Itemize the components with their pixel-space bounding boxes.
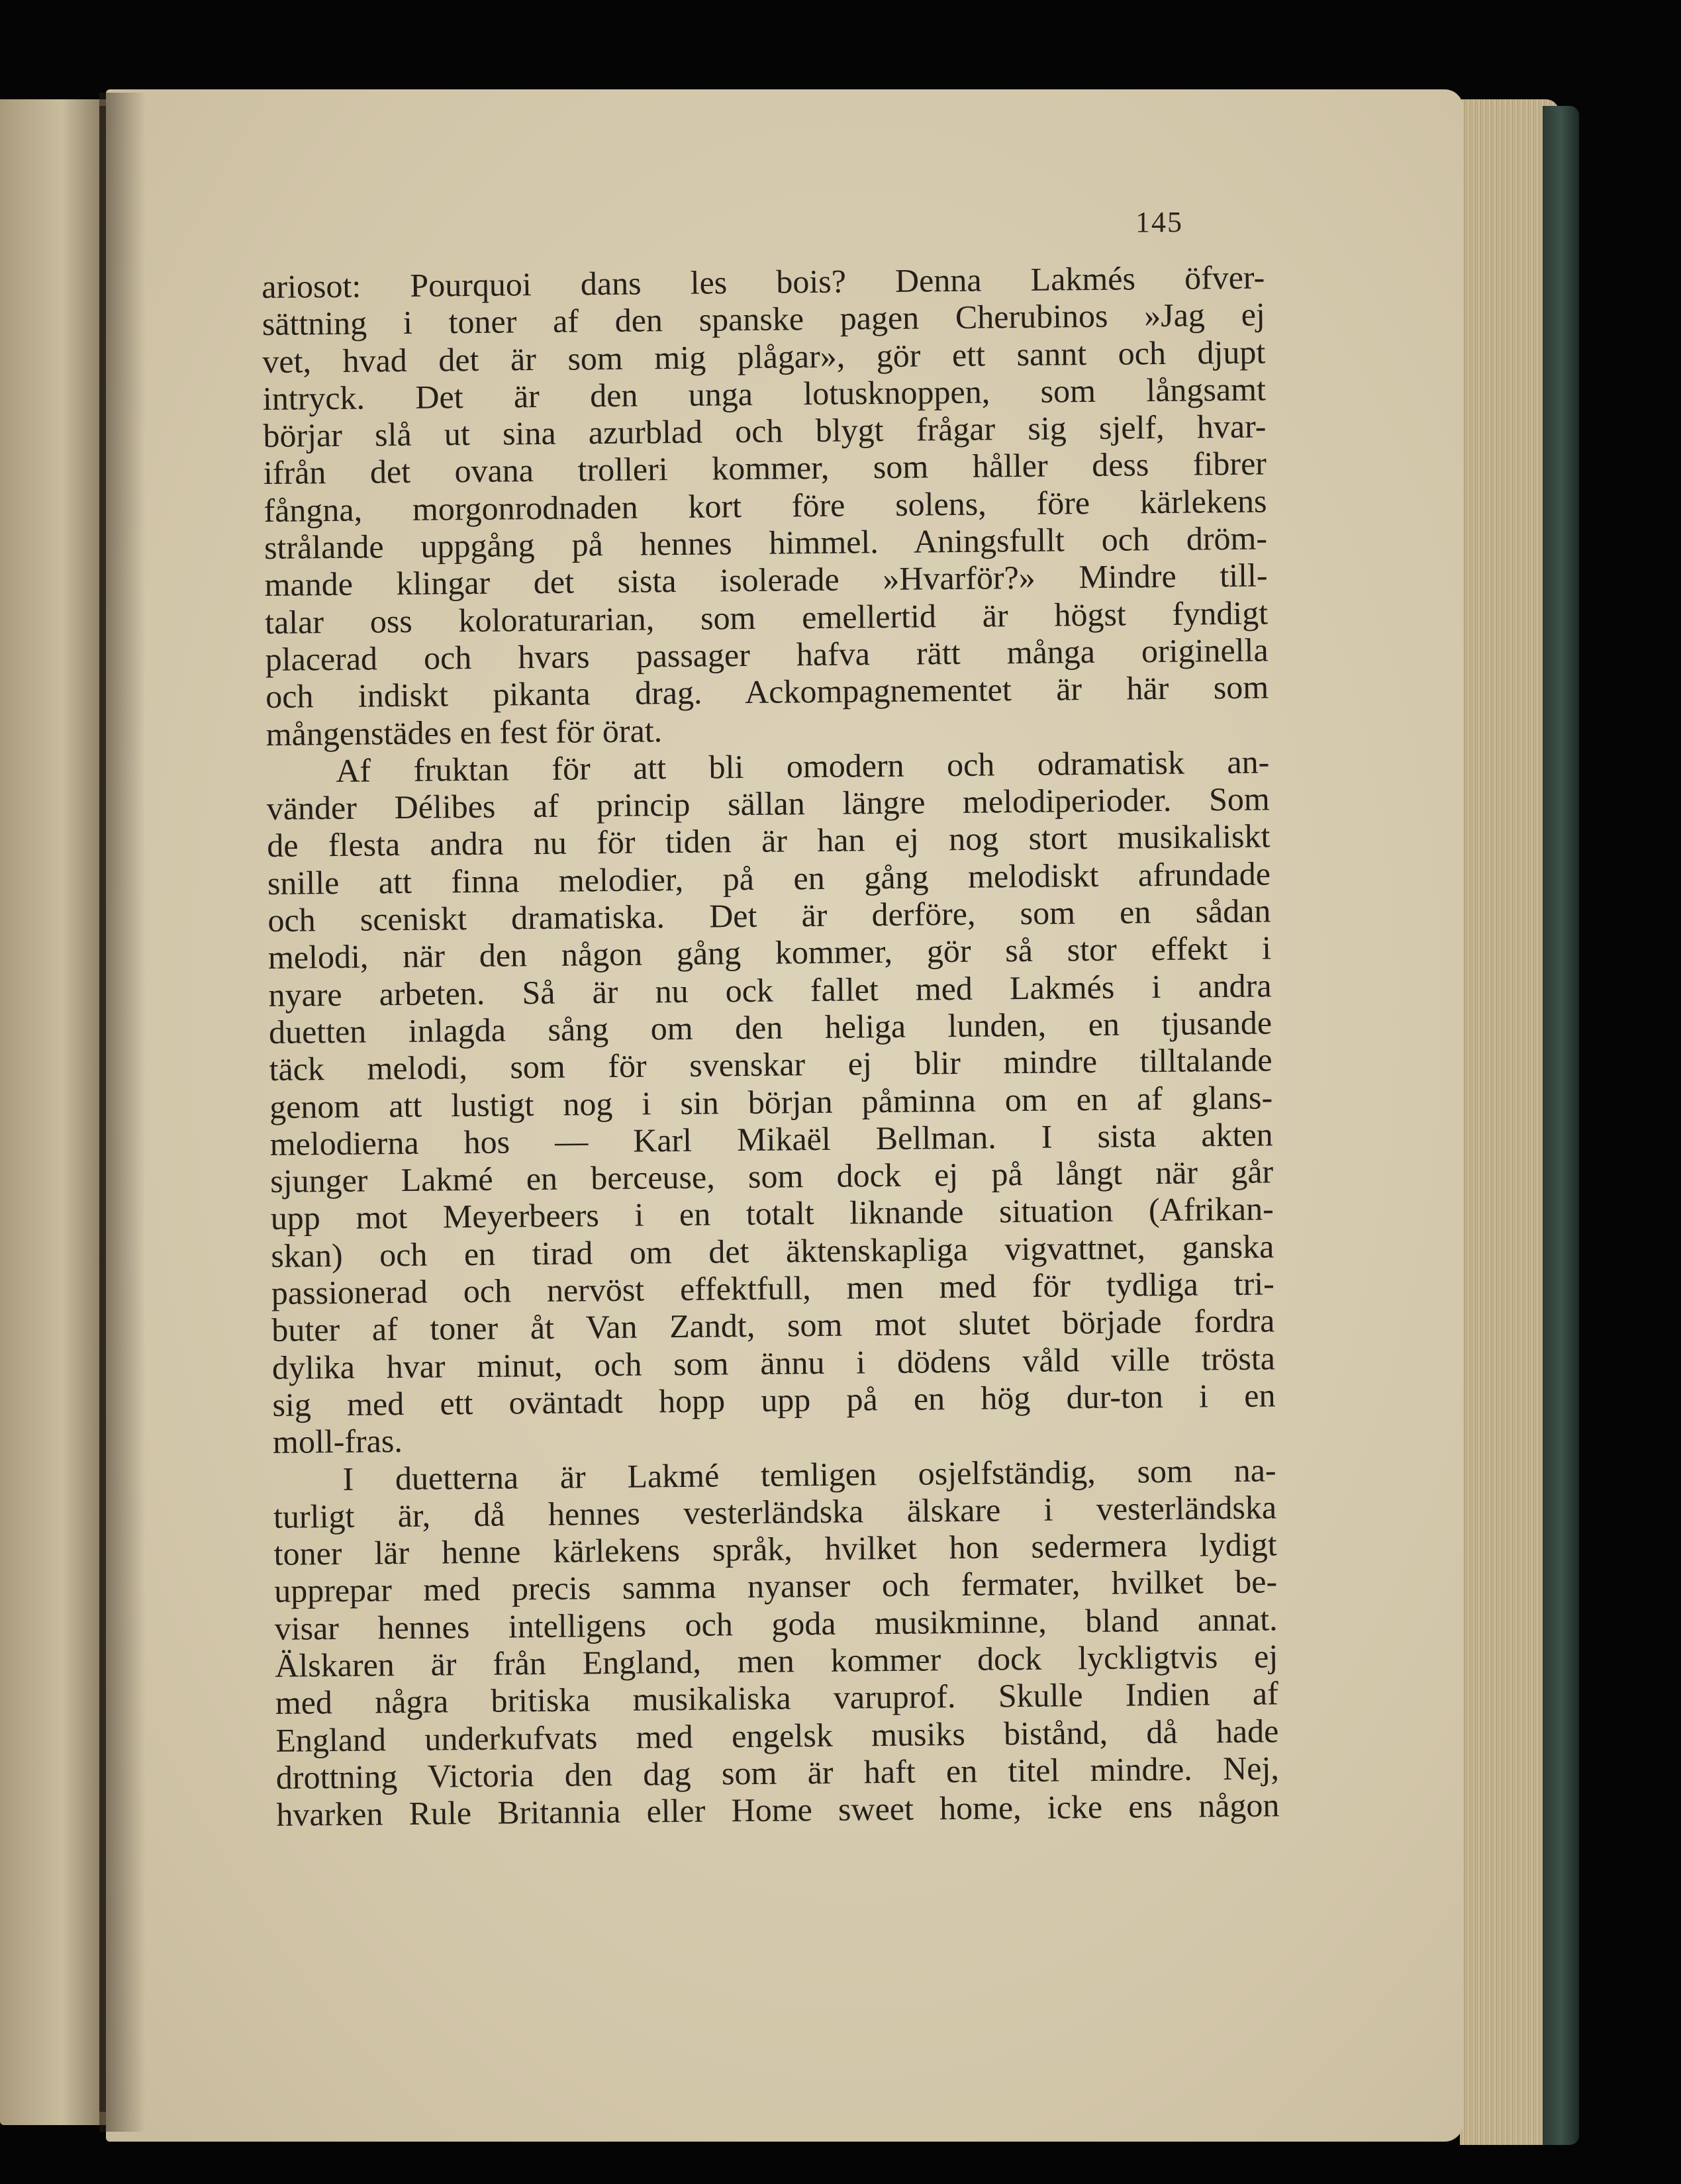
- text-line: snille att finna melodier, på en gång melodiskt afrundade: [267, 855, 1271, 902]
- text-line: upp mot Meyerbeers i en totalt liknande situation (Afrikan-: [270, 1190, 1274, 1237]
- text-line: och indiskt pikanta drag. Ackompagnementet är här som: [265, 668, 1269, 716]
- text-line: turligt är, då hennes vesterländska älskare i vesterländska: [273, 1488, 1277, 1535]
- page-body-text: [262, 258, 1280, 1833]
- text-line: mångenstädes en fest för örat.: [265, 711, 663, 753]
- text-line: genom att lustigt nog i sin början påminna om en af glans-: [269, 1078, 1273, 1125]
- text-line: upprepar med precis samma nyanser och fermater, hvilket be-: [273, 1562, 1278, 1610]
- text-line: I duetterna är Lakmé temligen osjelfständig, som na-: [342, 1450, 1276, 1497]
- text-line: placerad och hvars passager hafva rätt många originella: [265, 631, 1269, 678]
- text-line: och sceniskt dramatiska. Det är derföre, som en sådan: [267, 892, 1271, 939]
- text-line: sig med ett oväntadt hopp upp på en hög dur-ton i en: [272, 1376, 1276, 1423]
- text-line: hvarken Rule Britannia eller Home sweet home, icke ens någon: [276, 1786, 1280, 1834]
- text-line: England underkufvats med engelsk musiks bistånd, då hade: [275, 1711, 1279, 1759]
- text-line: Af fruktan för att bli omodern och odramatisk an-: [336, 743, 1270, 789]
- text-line: ariosot: Pourquoi dans les bois? Denna Lakmés öfver-: [262, 258, 1265, 305]
- text-line: Älskaren är från England, men kommer dock lyckligtvis ej: [274, 1637, 1278, 1684]
- text-line: duetten inlagda sång om den heliga lunden, en tjusande: [268, 1004, 1273, 1051]
- text-line: med några britiska musikaliska varuprof. Skulle Indien af: [275, 1674, 1279, 1722]
- text-line: vänder Délibes af princip sällan längre melodiperioder. Som: [266, 780, 1271, 828]
- text-line: sättning i toner af den spanske pagen Cherubinos »Jag ej: [262, 295, 1266, 343]
- page-number: 145: [1135, 206, 1183, 238]
- text-line: melodi, när den någon gång kommer, gör så stor effekt i: [267, 929, 1272, 976]
- text-line: skan) och en tirad om det äktenskapliga vigvattnet, ganska: [271, 1227, 1274, 1274]
- text-line: toner lär henne kärlekens språk, hvilket hon sedermera lydigt: [273, 1525, 1277, 1573]
- text-line: talar oss koloraturarian, som emellertid är högst fyndigt: [264, 594, 1269, 641]
- text-line: dylika hvar minut, och som ännu i dödens våld ville trösta: [271, 1339, 1276, 1386]
- text-line: täck melodi, som för svenskar ej blir mindre tilltalande: [269, 1041, 1273, 1088]
- text-line: visar hennes intelligens och goda musikminne, bland annat.: [274, 1600, 1278, 1647]
- text-line: sjunger Lakmé en berceuse, som dock ej på långt när går: [269, 1153, 1274, 1200]
- text-line: buter af toner åt Van Zandt, som mot slutet började fordra: [271, 1302, 1275, 1349]
- text-line: moll-fras.: [272, 1422, 403, 1461]
- book-cover-edge: [1543, 106, 1579, 2145]
- text-line: börjar slå ut sina azurblad och blygt frågar sig sjelf, hvar-: [263, 407, 1267, 455]
- text-line: fångna, morgonrodnaden kort före solens, före kärlekens: [264, 482, 1267, 529]
- text-line: melodierna hos — Karl Mikaël Bellman. I sista akten: [269, 1116, 1273, 1163]
- text-line: nyare arbeten. Så är nu ock fallet med Lakmés i andra: [268, 967, 1272, 1014]
- text-line: strålande uppgång på hennes himmel. Aningsfullt och dröm-: [264, 519, 1268, 567]
- text-line: de flesta andra nu för tiden är han ej nog stort musikaliskt: [267, 817, 1271, 865]
- text-line: ifrån det ovana trolleri kommer, som håller dess fibrer: [263, 444, 1267, 492]
- text-line: vet, hvad det är som mig plågar», gör ett sannt och djupt: [262, 333, 1266, 380]
- text-line: drottning Victoria den dag som är haft en titel mindre. Nej,: [275, 1749, 1280, 1796]
- text-line: intryck. Det är den unga lotusknoppen, som långsamt: [262, 370, 1267, 417]
- text-line: passionerad och nervöst effektfull, men med för tydliga tri-: [271, 1264, 1275, 1311]
- text-line: mande klingar det sista isolerade »Hvarför?» Mindre till-: [264, 556, 1268, 604]
- left-page-edge: [0, 99, 113, 2125]
- gutter-shadow: [99, 93, 146, 2132]
